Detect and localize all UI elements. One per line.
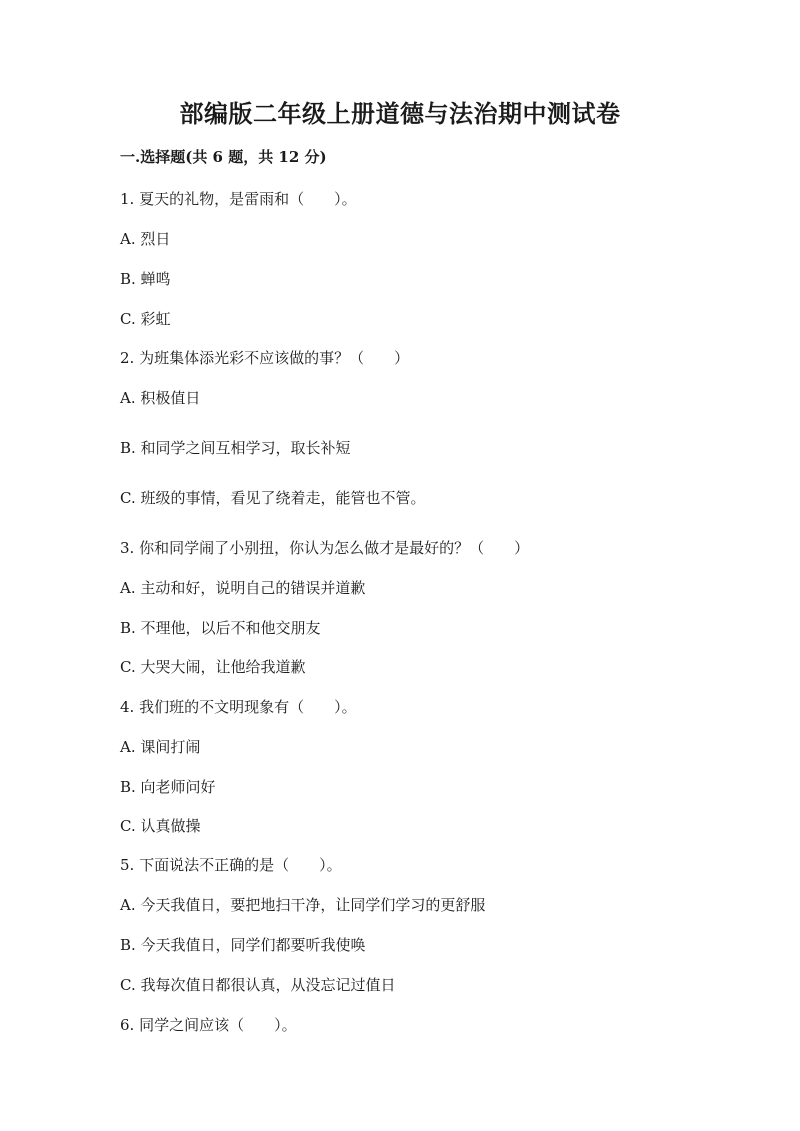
question-2-option-b: B. 和同学之间互相学习，取长补短 xyxy=(120,439,351,457)
question-4-stem: 4. 我们班的不文明现象有（ ）。 xyxy=(120,698,357,716)
question-4-option-c: C. 认真做操 xyxy=(120,817,201,835)
question-5-option-c: C. 我每次值日都很认真，从没忘记过值日 xyxy=(120,976,396,994)
question-6-stem: 6. 同学之间应该（ ）。 xyxy=(120,1016,297,1034)
question-5-stem: 5. 下面说法不正确的是（ ）。 xyxy=(120,856,342,874)
question-5-option-b: B. 今天我值日，同学们都要听我使唤 xyxy=(120,936,366,954)
question-3-stem: 3. 你和同学闹了小别扭，你认为怎么做才是最好的？（ ） xyxy=(120,539,530,557)
question-2-option-a: A. 积极值日 xyxy=(120,389,201,407)
section-heading: 一.选择题(共 6 题，共 12 分) xyxy=(120,148,327,166)
question-5-option-a: A. 今天我值日，要把地扫干净，让同学们学习的更舒服 xyxy=(120,896,486,914)
question-4-option-b: B. 向老师问好 xyxy=(120,778,216,796)
question-4-option-a: A. 课间打闹 xyxy=(120,738,201,756)
question-2-stem: 2. 为班集体添光彩不应该做的事？（ ） xyxy=(120,349,410,367)
question-1-option-a: A. 烈日 xyxy=(120,230,171,248)
question-2-option-c: C. 班级的事情，看见了绕着走，能管也不管。 xyxy=(120,489,426,507)
question-3-option-c: C. 大哭大闹，让他给我道歉 xyxy=(120,658,306,676)
question-3-option-b: B. 不理他，以后不和他交朋友 xyxy=(120,619,321,637)
question-3-option-a: A. 主动和好，说明自己的错误并道歉 xyxy=(120,579,366,597)
question-1-option-b: B. 蝉鸣 xyxy=(120,270,171,288)
document-title: 部编版二年级上册道德与法治期中测试卷 xyxy=(179,99,621,128)
question-1-option-c: C. 彩虹 xyxy=(120,310,171,328)
question-1-stem: 1. 夏天的礼物，是雷雨和（ ）。 xyxy=(120,190,357,208)
